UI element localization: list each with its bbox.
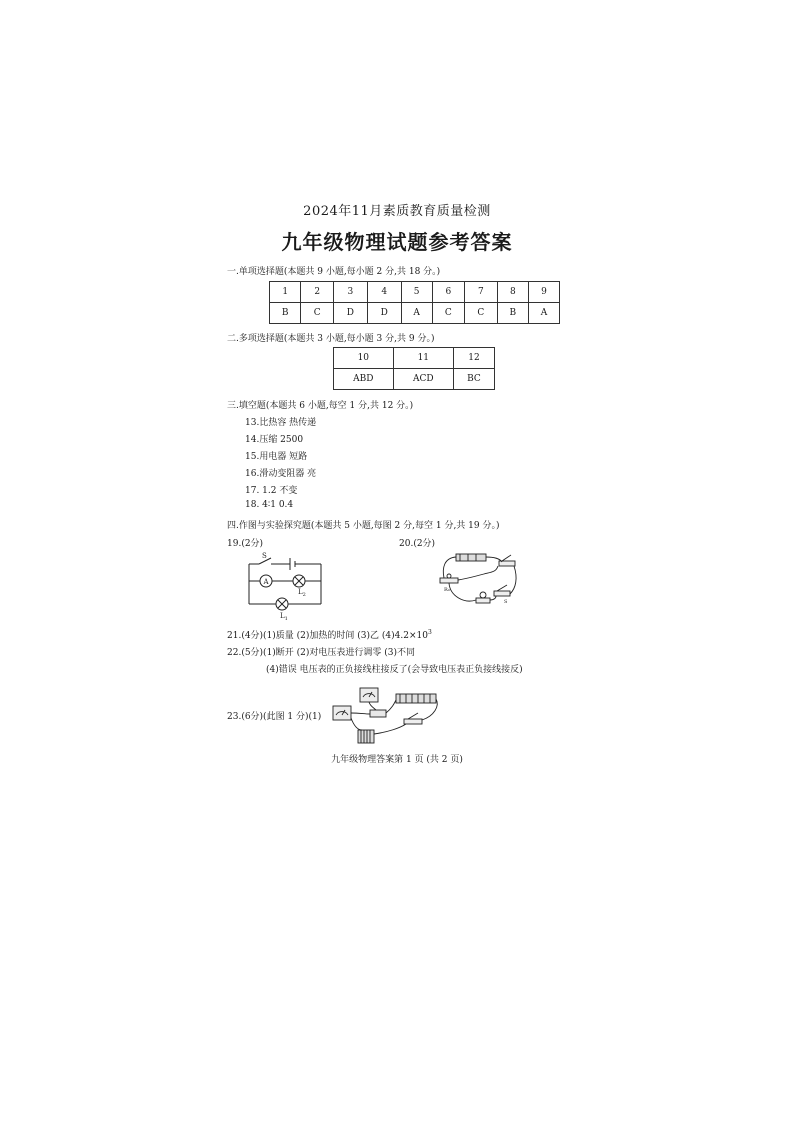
table-row [270,303,560,324]
answer-22: 22.(5分)(1)断开 (2)对电压表进行调零 (3)不同 [227,648,416,658]
table-cell: A [401,303,432,324]
page-footer: 九年级物理答案第 1 页 (共 2 页) [331,755,463,765]
svg-text:S: S [504,599,508,605]
physical-circuit-20 [436,548,522,618]
table-cell: 1 [270,282,301,303]
svg-text:L1 [280,612,288,622]
svg-text:L2 [298,588,306,598]
table-cell: ACD [393,369,453,390]
page-title: 九年级物理试题参考答案 [281,230,513,254]
table-cell: 11 [393,348,453,369]
answer-21 [227,628,432,641]
table-cell: 6 [432,282,465,303]
fill-answer-14: 14.压缩 2500 [245,435,304,445]
table-cell: D [333,303,367,324]
fill-answer-13: 13.比热容 热传递 [245,418,317,428]
table-cell: 7 [465,282,498,303]
table-cell: 2 [301,282,334,303]
section3-heading: 三.填空题(本题共 6 小题,每空 1 分,共 12 分。) [227,401,414,411]
lamp1-subscript: 1 [284,616,288,622]
question-23-label: 23.(6分)(此图 1 分)(1) [227,712,322,722]
table-row [334,348,495,369]
svg-text:R₀: R₀ [444,587,450,593]
table-cell: B [497,303,528,324]
section1-answer-table [269,281,560,324]
lamp2-label: L [298,588,303,596]
exam-subtitle: 2024年11月素质教育质量检测 [303,204,491,219]
answer-21-exponent: 3 [427,629,432,636]
physical-circuit-23 [330,686,444,746]
table-cell: B [270,303,301,324]
table-cell: BC [454,369,495,390]
table-cell: 10 [334,348,394,369]
question-19-label: 19.(2分) [227,539,264,549]
table-cell: 5 [401,282,432,303]
section4-heading: 四.作图与实验探究题(本题共 5 小题,每图 2 分,每空 1 分,共 19 分。) [227,521,500,531]
answer-22-continued: (4)错误 电压表的正负接线柱接反了(会导致电压表正负接线接反) [266,665,523,675]
table-cell: C [465,303,498,324]
section2-answer-table [333,347,495,390]
table-cell: A [529,303,560,324]
section1-heading: 一.单项选择题(本题共 9 小题,每小题 2 分,共 18 分。) [227,267,441,277]
switch-label: S [262,552,267,560]
table-cell: C [301,303,334,324]
circuit-diagram-19 [244,552,328,622]
table-cell: 8 [497,282,528,303]
table-cell: 4 [367,282,401,303]
table-cell: 12 [454,348,495,369]
table-cell: 9 [529,282,560,303]
fill-answer-17: 17. 1.2 不变 [245,486,298,496]
table-cell: D [367,303,401,324]
table-cell: ABD [334,369,394,390]
fill-answer-16: 16.滑动变阻器 亮 [245,469,317,479]
table-cell: C [432,303,465,324]
lamp2-subscript: 2 [302,592,306,598]
lamp1-label: L [280,612,285,620]
fill-answer-15: 15.用电器 短路 [245,452,308,462]
question-20-label: 20.(2分) [399,539,436,549]
ammeter-label: A [263,578,269,586]
table-row [270,282,560,303]
fill-answer-18: 18. 4∶1 0.4 [245,500,294,510]
table-row [334,369,495,390]
answer-21-text: 21.(4分)(1)质量 (2)加热的时间 (3)乙 (4)4.2×10 [227,631,428,641]
table-cell: 3 [333,282,367,303]
section2-heading: 二.多项选择题(本题共 3 小题,每小题 3 分,共 9 分。) [227,334,435,344]
